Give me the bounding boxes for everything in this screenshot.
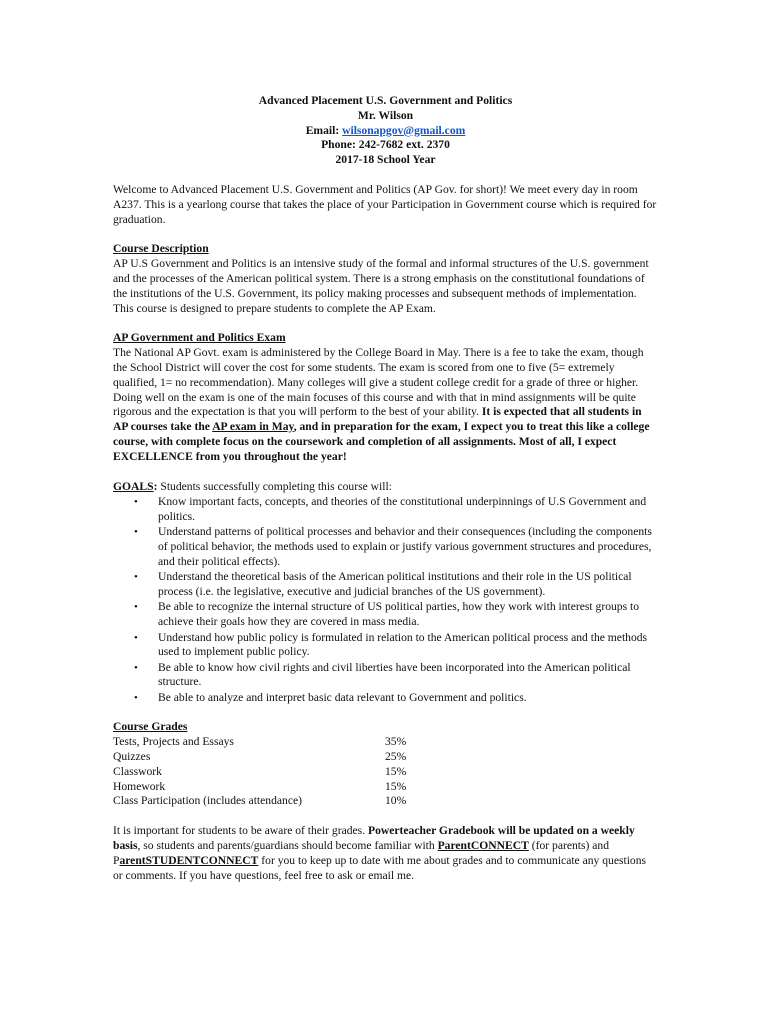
gradebook-note: Powerteacher Gradebook will be updated on a weekly basis (113, 824, 635, 853)
goals-list (113, 495, 658, 705)
email-line (113, 124, 658, 139)
goals-section (113, 480, 658, 706)
list-item (113, 525, 658, 569)
teacher-name: Mr. Wilson (357, 108, 414, 122)
bullet-icon: • (134, 631, 138, 644)
grade-category: Tests, Projects and Essays (113, 735, 234, 749)
grades-table (113, 735, 658, 809)
course-header (113, 94, 658, 168)
goal-text: Be able to know how civil rights and civil liberties have been incorporated into the American political structure. (158, 660, 631, 689)
grade-percent: 35% (385, 735, 407, 749)
phone-line: Phone: 242-7682 ext. 2370 (321, 138, 450, 152)
goal-text: Understand how public policy is formulated in relation to the American political process and the methods used to implement public policy. (158, 630, 648, 659)
grades-heading: Course Grades (113, 720, 188, 734)
course-description-section (113, 242, 658, 316)
document-content (113, 94, 658, 883)
table-row (113, 794, 658, 809)
list-item (113, 600, 658, 630)
exam-expectation-b: , and in preparation for the exam, I expect you to treat this like a college course, with complete focus on the coursework and completion of all assignments. Most of all, I expect EXCELLENCE from you throughout the year! (113, 420, 650, 463)
grade-percent: 25% (385, 750, 407, 764)
parentstudentconnect-name: arentSTUDENTCONNECT (119, 853, 259, 867)
goals-colon: : (153, 479, 158, 493)
list-item (113, 495, 658, 525)
table-row (113, 750, 658, 765)
table-row (113, 780, 658, 795)
closing-text-4: for you to keep up to date with me about grades and to communicate any questions or comments. If you have questions, feel free to ask or email me. (113, 853, 647, 882)
grade-percent: 15% (385, 779, 407, 793)
bullet-icon: • (134, 571, 138, 584)
goals-intro-line (113, 480, 658, 495)
exam-expectation-a: It is expected that all students in AP courses take the (113, 405, 642, 434)
list-item (113, 691, 658, 706)
course-description-heading: Course Description (113, 242, 209, 256)
exam-text (113, 346, 658, 464)
exam-section (113, 331, 658, 464)
exam-expectation-underlined: AP exam in May (212, 420, 294, 434)
closing-text-1: It is important for students to be aware of their grades. (113, 824, 368, 838)
goal-text: Understand the theoretical basis of the American political institutions and their role in the US political process (i.e. the legislative, executive and judicial branches of the US government). (158, 570, 632, 599)
closing-text-3: (for parents) and P (113, 839, 609, 867)
grade-category: Class Participation (includes attendance) (113, 794, 302, 808)
grades-section (113, 720, 658, 809)
welcome-paragraph: Welcome to Advanced Placement U.S. Government and Politics (AP Gov. for short)! We meet every day in room A237. This is a yearlong course that takes the place of your Participation in Government course which is required for graduation. (113, 182, 657, 226)
closing-text-2: , so students and parents/guardians should become familiar with (137, 839, 438, 853)
parentconnect-name: ParentCONNECT (437, 839, 529, 853)
email-label: Email: (305, 123, 343, 137)
course-description-text: AP U.S Government and Politics is an intensive study of the formal and informal structures of the U.S. government and the processes of the American political system. There is a strong emphasis on the constitutional foundations of the institutions of the U.S. Government, its policy making processes and subsequent methods of implementation. This course is designed to prepare students to complete the AP Exam. (113, 257, 649, 315)
bullet-icon: • (134, 526, 138, 539)
list-item (113, 661, 658, 691)
bullet-icon: • (134, 661, 138, 674)
list-item (113, 570, 658, 600)
table-row (113, 735, 658, 750)
email-link[interactable]: wilsonapgov@gmail.com (342, 123, 466, 137)
goals-intro: Students successfully completing this course will: (157, 479, 392, 493)
closing-paragraph (113, 824, 658, 883)
grade-percent: 10% (385, 794, 407, 808)
goals-heading: GOALS (113, 479, 154, 493)
bullet-icon: • (134, 601, 138, 614)
goal-text: Understand patterns of political processes and behavior and their consequences (including the components of political behavior, the methods used to explain or justify various government structures and procedures, and their political effects). (158, 525, 652, 569)
course-title: Advanced Placement U.S. Government and Politics (258, 94, 513, 107)
school-year: 2017-18 School Year (335, 153, 436, 167)
goal-text: Know important facts, concepts, and theories of the constitutional underpinnings of U.S Government and politics. (158, 495, 647, 524)
exam-body: The National AP Govt. exam is administered by the College Board in May. There is a fee to take the exam, though the School District will cover the cost for some students. The exam is scored from one to five (5= extremely qualified, 1= no recommendation). Many colleges will give a student college credit for a grade of three or higher. Doing well on the exam is one of the main focuses of this course and with that in mind assignments will be quite rigorous and the expectation is that you will perform to the best of your ability. (113, 346, 644, 419)
table-row (113, 765, 658, 780)
grade-percent: 15% (385, 764, 407, 778)
goal-text: Be able to analyze and interpret basic data relevant to Government and politics. (158, 690, 527, 704)
exam-heading: AP Government and Politics Exam (113, 331, 286, 345)
goal-text: Be able to recognize the internal structure of US political parties, how they work with interest groups to achieve their goals how they are covered in mass media. (158, 600, 640, 629)
grade-category: Classwork (113, 764, 162, 778)
bullet-icon: • (134, 496, 138, 509)
bullet-icon: • (134, 691, 138, 704)
list-item (113, 631, 658, 661)
grade-category: Homework (113, 779, 166, 793)
grade-category: Quizzes (113, 750, 151, 764)
